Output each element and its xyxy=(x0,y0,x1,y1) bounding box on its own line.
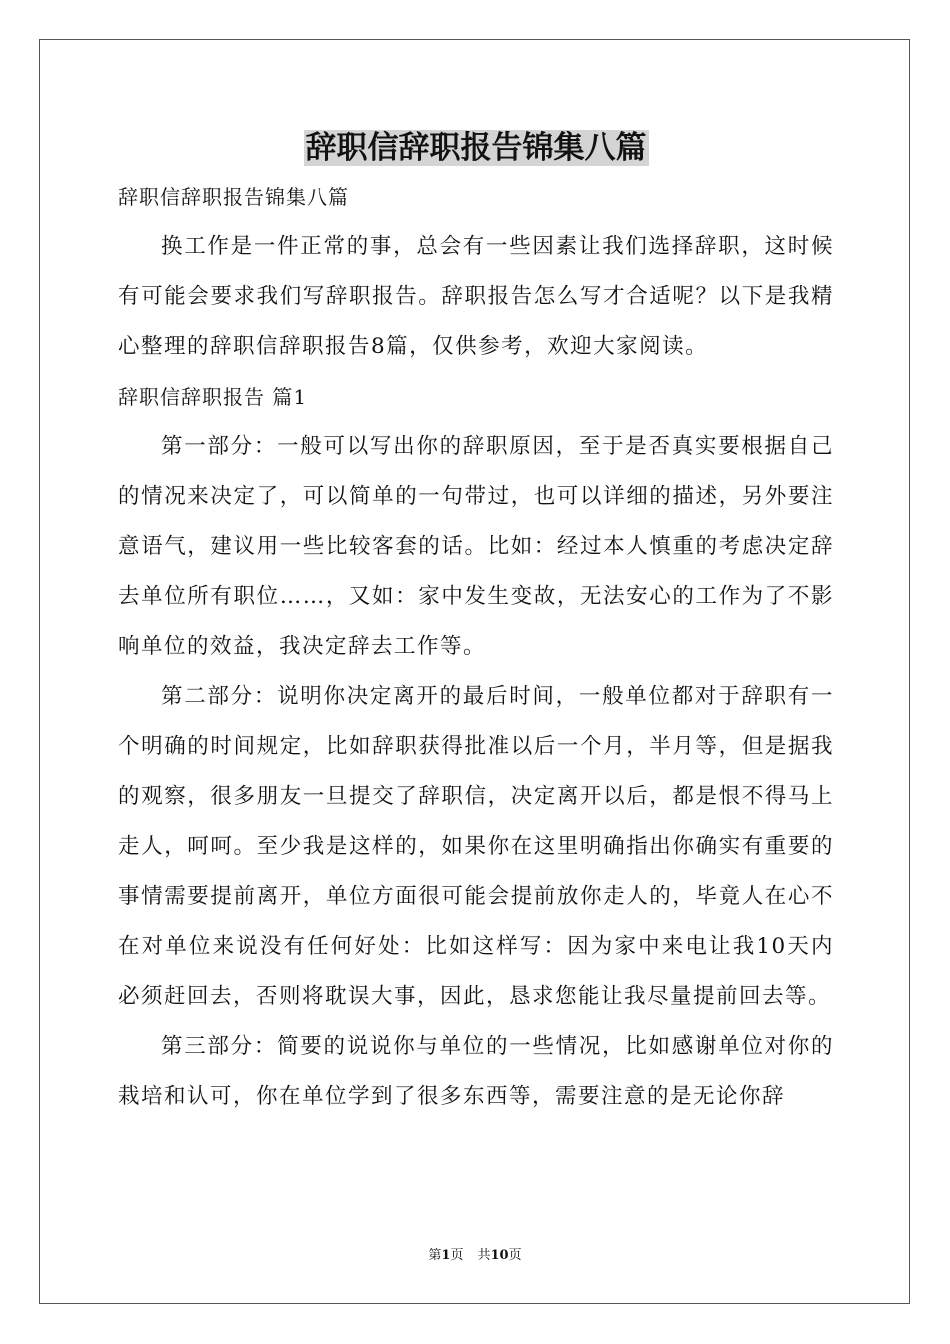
intro-paragraph: 换工作是一件正常的事，总会有一些因素让我们选择辞职，这时候有可能会要求我们写辞职报告。辞职报告怎么写才合适呢？以下是我精心整理的辞职信辞职报告8篇，仅供参考，欢迎大家阅读。 xyxy=(118,234,834,359)
total-prefix: 共 xyxy=(477,1248,491,1263)
paragraph-part-2: 第二部分：说明你决定离开的最后时间，一般单位都对于辞职有一个明确的时间规定，比如辞职获得批准以后一个月，半月等，但是据我的观察，很多朋友一旦提交了辞职信，决定离开以后，都是恨不得马上走人，呵呵。至少我是这样的，如果你在这里明确指出你确实有重要的事情需要提前离开，单位方面很可能会提前放你走人的，毕竟人在心不在对单位来说没有任何好处：比如这样写：因为家中来电让我10天内必须赶回去，否则将耽误大事，因此，恳求您能让我尽量提前回去等。 xyxy=(118,684,834,1009)
page-suffix: 页 xyxy=(450,1248,464,1263)
document-body xyxy=(118,124,834,1122)
document-title xyxy=(118,124,834,172)
document-title-text: 辞职信辞职报告锦集八篇 xyxy=(305,130,647,166)
page-prefix: 第 xyxy=(428,1248,442,1263)
page-current: 1 xyxy=(441,1248,451,1263)
page-footer xyxy=(0,1246,950,1266)
total-suffix: 页 xyxy=(508,1248,522,1263)
section-heading: 辞职信辞职报告 篇1 xyxy=(118,385,308,409)
paragraph-part-1: 第一部分：一般可以写出你的辞职原因，至于是否真实要根据自己的情况来决定了，可以简单的一句带过，也可以详细的描述，另外要注意语气，建议用一些比较客套的话。比如：经过本人慎重的考虑决定辞去单位所有职位……，又如：家中发生变故，无法安心的工作为了不影响单位的效益，我决定辞去工作等。 xyxy=(118,434,834,659)
paragraph-part-3: 第三部分：简要的说说你与单位的一些情况，比如感谢单位对你的栽培和认可，你在单位学到了很多东西等，需要注意的是无论你辞 xyxy=(118,1034,834,1109)
page-total: 10 xyxy=(490,1248,509,1263)
document-subtitle: 辞职信辞职报告锦集八篇 xyxy=(118,185,349,209)
